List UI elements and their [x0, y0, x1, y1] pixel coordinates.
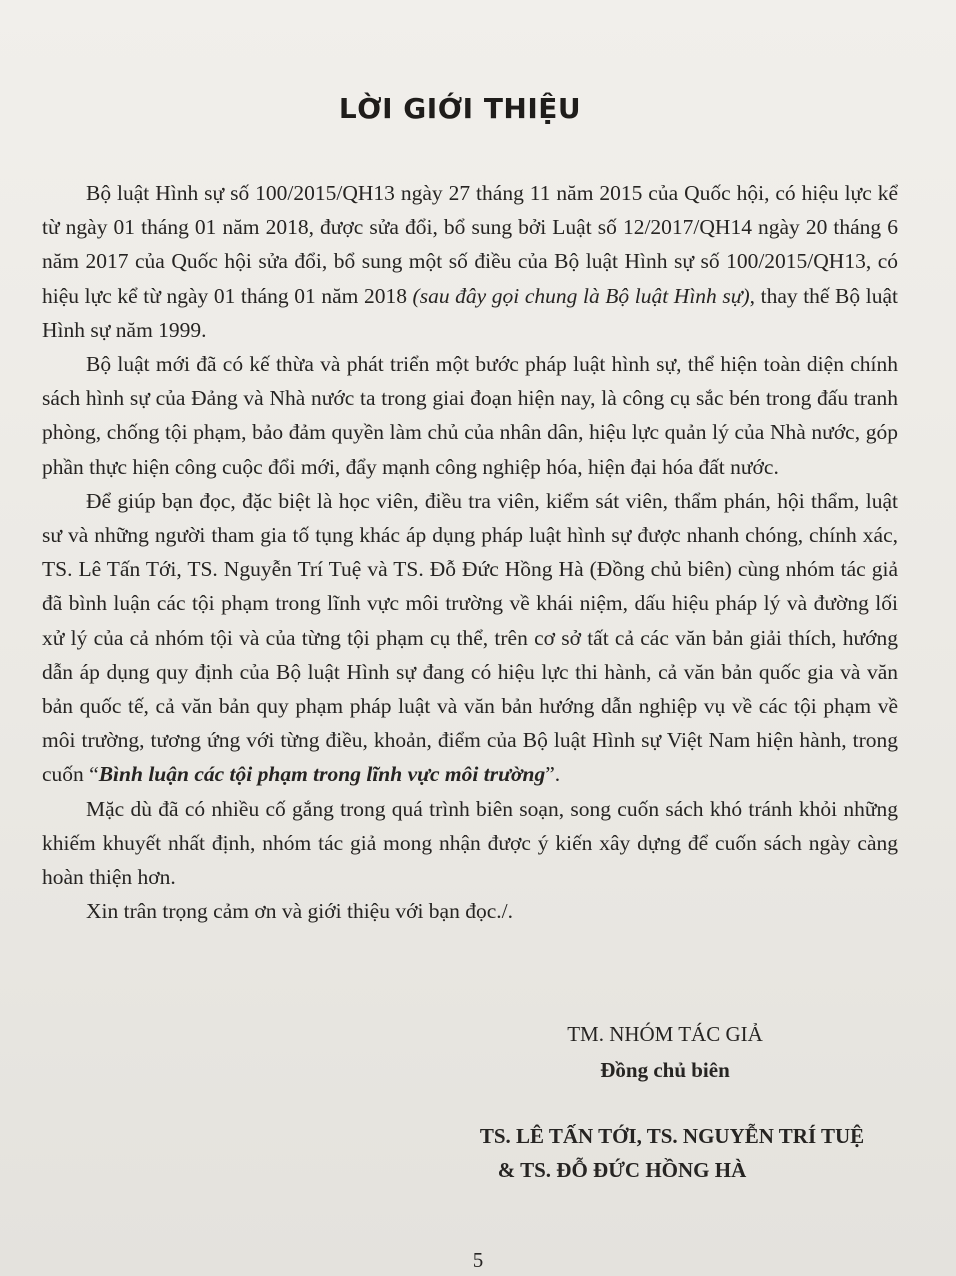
signature-names-line-1: TS. LÊ TẤN TỚI, TS. NGUYỄN TRÍ TUỆ — [479, 1124, 865, 1148]
book-title: Bình luận các tội phạm trong lĩnh vực môi trường — [98, 762, 546, 787]
paragraph-2: Bộ luật mới đã có kế thừa và phát triển một bước pháp luật hình sự, thể hiện toàn diện chính sách hình sự của Đảng và Nhà nước ta trong giai đoạn hiện nay, là công cụ sắc bén trong đấu tranh phòng, chống tội phạm, bảo đảm quyền làm chủ của nhân dân, hiệu lực quản lý của Nhà nước, góp phần thực hiện công cuộc đổi mới, đẩy mạnh công nghiệp hóa, hiện đại hóa đất nước. — [42, 352, 898, 479]
paragraph-1-italic: (sau đây gọi chung là Bộ luật Hình sự) — [412, 283, 750, 308]
paragraph-1-text-a: Bộ luật Hình sự số 100/2015/QH13 ngày 27 tháng 11 năm 2015 của Quốc hội, có hiệu lực kể từ ngày 01 tháng 01 năm 2018, được sửa đổi, bổ sung bởi Luật số 12/2017/QH14 ngày 20 tháng 6 năm 2017 của Quốc hội sửa đổi, bổ sung một số điều của Bộ luật Hình sự số 100/2015/QH13, có hiệu lực kể từ ngày 01 tháng 01 năm 2018 — [42, 181, 898, 308]
paragraph-1-text-b: , thay thế Bộ luật Hình sự năm 1999. — [42, 283, 898, 342]
paragraph-3-text-b: ”. — [545, 762, 561, 787]
paragraph-5: Xin trân trọng cảm ơn và giới thiệu với bạn đọc./. — [86, 899, 513, 924]
page-number: 5 — [472, 1248, 484, 1272]
paragraph-3-text-a: Để giúp bạn đọc, đặc biệt là học viên, điều tra viên, kiểm sát viên, thẩm phán, hội thẩm, luật sư và những người tham gia tố tụng khác áp dụng pháp luật hình sự được nhanh chóng, chính xác, TS. Lê Tấn Tới, TS. Nguyễn Trí Tuệ và TS. Đỗ Đức Hồng Hà (Đồng chủ biên) cùng nhóm tác giả đã bình luận các tội phạm trong lĩnh vực môi trường về khái niệm, dấu hiệu pháp lý và đường lối xử lý của cả nhóm tội và của từng tội phạm cụ thể, trên cơ sở tất cả các văn bản giải thích, hướng dẫn áp dụng quy định của Bộ luật Hình sự đang có hiệu lực thi hành, cả văn bản quốc gia và văn bản quốc tế, cả văn bản quy phạm pháp luật và văn bản hướng dẫn nghiệp vụ về các tội phạm về môi trường, tương ứng với từng điều, khoản, điểm của Bộ luật Hình sự Việt Nam hiện hành, trong cuốn “ — [42, 488, 898, 787]
paragraph-3 — [42, 484, 898, 792]
signature-role: TM. NHÓM TÁC GIẢ — [567, 1022, 763, 1046]
paragraph-4: Mặc dù đã có nhiều cố gắng trong quá trình biên soạn, song cuốn sách khó tránh khỏi những khiếm khuyết nhất định, nhóm tác giả mong nhận được ý kiến xây dựng để cuốn sách ngày càng hoàn thiện hơn. — [42, 796, 898, 890]
body-text — [42, 176, 898, 928]
paragraph-1 — [42, 176, 898, 347]
signature-subrole: Đồng chủ biên — [600, 1058, 730, 1082]
page-title: LỜI GIỚI THIỆU — [338, 92, 582, 125]
signature-names-line-2: & TS. ĐỖ ĐỨC HỒNG HÀ — [497, 1158, 747, 1182]
